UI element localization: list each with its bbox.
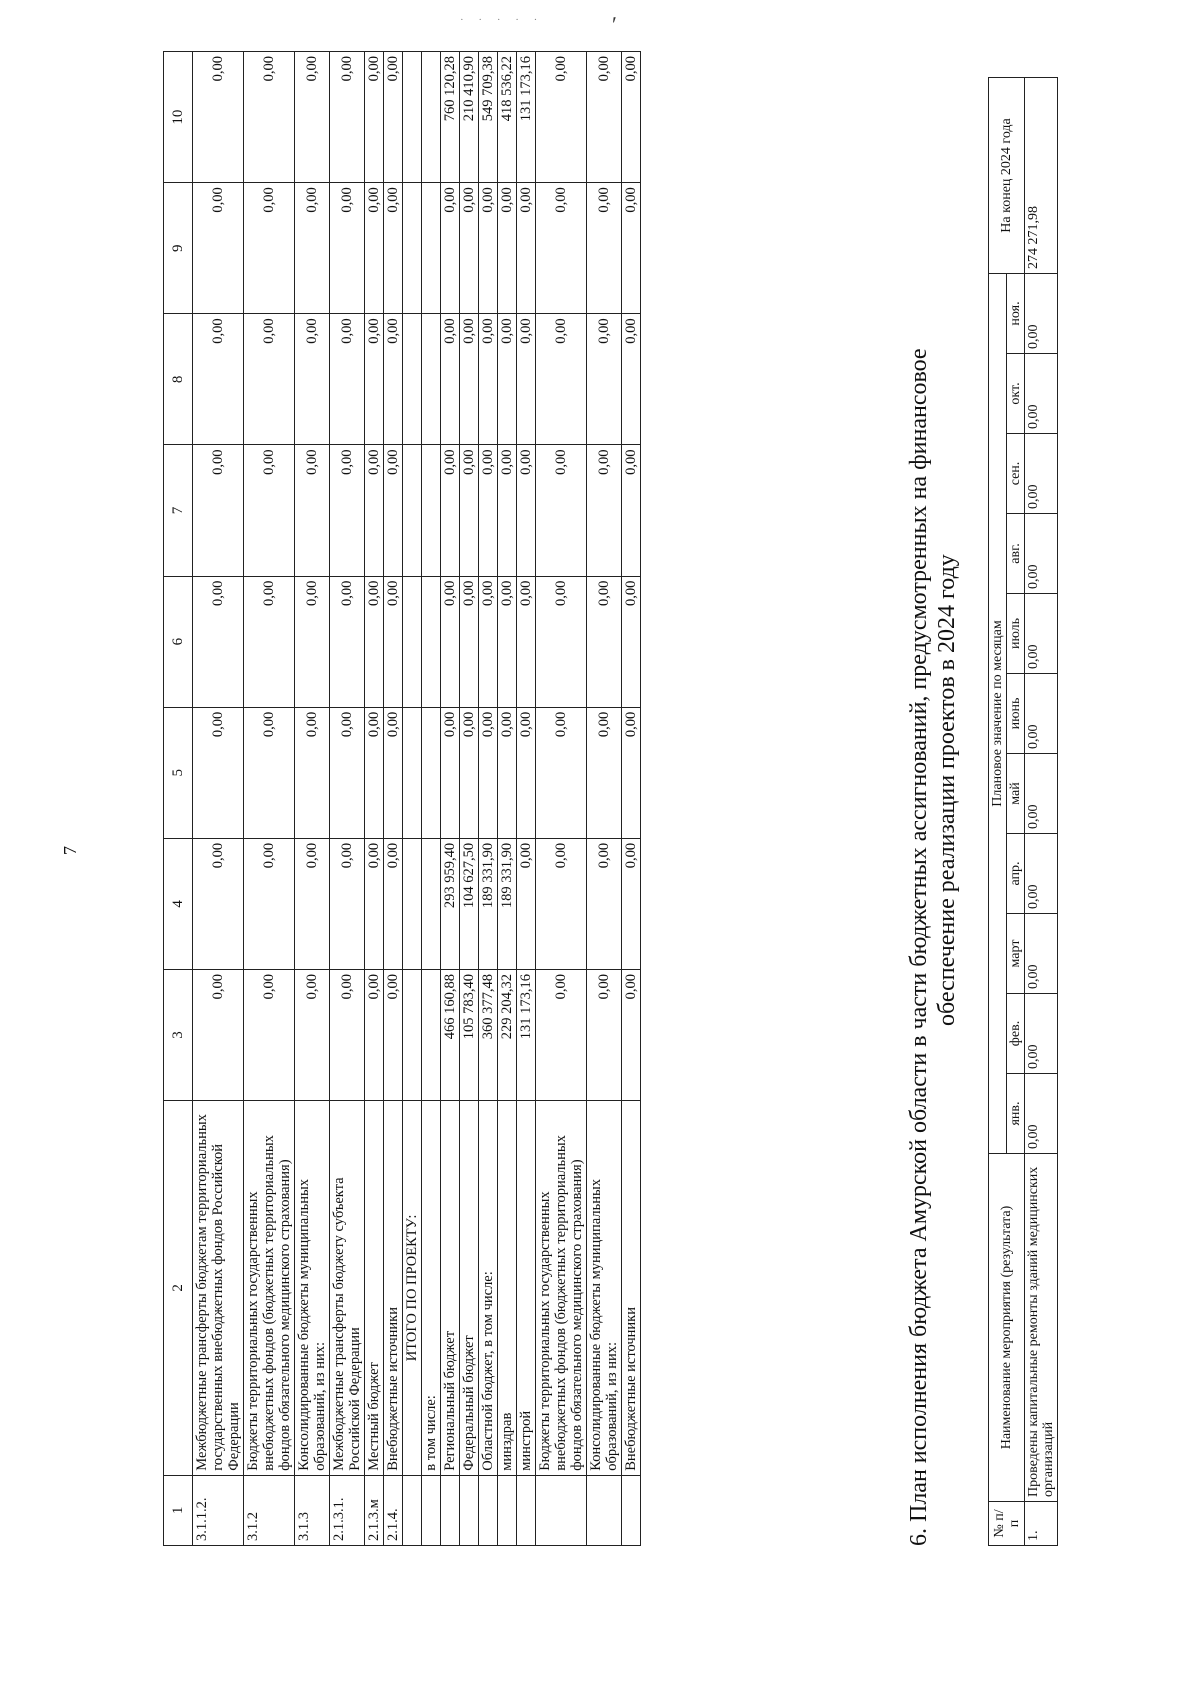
row-value: 0,00 (622, 969, 641, 1100)
row-value: 104 627,50 (460, 838, 479, 969)
row-value: 0,00 (244, 314, 295, 445)
row-value: 0,00 (479, 707, 498, 838)
row-value: 0,00 (587, 445, 622, 576)
empty-cell (403, 707, 422, 838)
row-value: 0,00 (498, 445, 517, 576)
row-value: 0,00 (441, 314, 460, 445)
empty-cell (422, 1475, 441, 1545)
table-row (330, 52, 365, 1546)
month-value: 0,00 (1025, 354, 1058, 434)
row-value: 0,00 (587, 183, 622, 314)
empty-cell (422, 52, 441, 183)
month-header: май (1007, 754, 1025, 834)
table-row (295, 52, 330, 1546)
row-name: минстрой (517, 1101, 536, 1476)
total-row (403, 52, 422, 1546)
row-value: 0,00 (330, 314, 365, 445)
row-name: Межбюджетные трансферты бюджетам территориальных государственных внебюджетных фондов Российской Федерации (193, 1101, 244, 1476)
row-name: Консолидированные бюджеты муниципальных образований, из них: (587, 1101, 622, 1476)
row-value: 0,00 (517, 183, 536, 314)
empty-cell (479, 1475, 498, 1545)
month-header: окт. (1007, 354, 1025, 434)
empty-cell (403, 969, 422, 1100)
header-name: Наименование мероприятия (результата) (989, 1154, 1025, 1502)
including-label: в том числе: (422, 1101, 441, 1476)
header-num: № п/п (989, 1502, 1025, 1546)
row-value: 760 120,28 (441, 52, 460, 183)
row-value: 0,00 (365, 838, 384, 969)
row-value: 0,00 (295, 314, 330, 445)
row-value: 0,00 (193, 52, 244, 183)
row-code: 2.1.3.1. (330, 1475, 365, 1545)
row-value: 210 410,90 (460, 52, 479, 183)
row-value: 0,00 (384, 707, 403, 838)
row-value: 0,00 (536, 707, 587, 838)
empty-cell (403, 183, 422, 314)
row-value: 0,00 (460, 707, 479, 838)
row-value: 0,00 (193, 707, 244, 838)
row-value: 0,00 (498, 576, 517, 707)
empty-cell (403, 838, 422, 969)
row-value: 0,00 (587, 52, 622, 183)
row-name: Внебюджетные источники (622, 1101, 641, 1476)
row-value: 0,00 (330, 183, 365, 314)
row-value: 0,00 (384, 183, 403, 314)
month-header: фев. (1007, 994, 1025, 1074)
total-breakdown-row (479, 52, 498, 1546)
column-number: 4 (164, 838, 193, 969)
row-value: 0,00 (441, 445, 460, 576)
row-value: 0,00 (330, 445, 365, 576)
row-value: 0,00 (587, 838, 622, 969)
row-value: 0,00 (295, 707, 330, 838)
empty-cell (587, 1475, 622, 1545)
empty-cell (422, 314, 441, 445)
row-value: 0,00 (536, 52, 587, 183)
row-value: 418 536,22 (498, 52, 517, 183)
row-value: 0,00 (517, 838, 536, 969)
table-row (384, 52, 403, 1546)
row-value: 0,00 (365, 969, 384, 1100)
column-number: 8 (164, 314, 193, 445)
row-value: 549 709,38 (479, 52, 498, 183)
row-value: 0,00 (365, 52, 384, 183)
row-value: 466 160,88 (441, 969, 460, 1100)
month-header: апр. (1007, 834, 1025, 914)
row-value: 0,00 (460, 445, 479, 576)
total-breakdown-row (498, 52, 517, 1546)
row-value: 0,00 (384, 314, 403, 445)
row-num: 1. (1025, 1502, 1058, 1546)
column-number: 7 (164, 445, 193, 576)
row-name: Межбюджетные трансферты бюджету субъекта Российской Федерации (330, 1101, 365, 1476)
row-value: 0,00 (479, 314, 498, 445)
row-value: 0,00 (460, 183, 479, 314)
empty-cell (403, 52, 422, 183)
row-value: 0,00 (244, 838, 295, 969)
month-value: 0,00 (1025, 514, 1058, 594)
row-value: 0,00 (244, 969, 295, 1100)
month-value: 0,00 (1025, 273, 1058, 353)
row-value: 0,00 (536, 838, 587, 969)
section-title (905, 51, 961, 1546)
empty-cell (460, 1475, 479, 1545)
row-value: 131 173,16 (517, 52, 536, 183)
row-value: 0,00 (587, 707, 622, 838)
row-value: 0,00 (193, 838, 244, 969)
empty-cell (422, 969, 441, 1100)
month-header: июнь (1007, 674, 1025, 754)
month-header: янв. (1007, 1074, 1025, 1154)
section-title-line2: обеспечение реализации проектов в 2024 году (934, 554, 960, 1026)
empty-cell (441, 1475, 460, 1545)
row-value: 0,00 (460, 576, 479, 707)
plan-table (988, 77, 1058, 1546)
row-value: 0,00 (193, 576, 244, 707)
row-value: 0,00 (244, 707, 295, 838)
row-value: 0,00 (193, 314, 244, 445)
section-title-line1: 6. План исполнения бюджета Амурской области в части бюджетных ассигнований, предусмотренных на финансовое (906, 348, 932, 1546)
month-header: март (1007, 914, 1025, 994)
row-value: 0,00 (536, 314, 587, 445)
column-number: 1 (164, 1475, 193, 1545)
month-value: 0,00 (1025, 594, 1058, 674)
total-breakdown-row (441, 52, 460, 1546)
row-value: 0,00 (536, 576, 587, 707)
empty-cell (422, 838, 441, 969)
table-row (193, 52, 244, 1546)
row-code: 3.1.1.2. (193, 1475, 244, 1545)
plan-header-row (989, 77, 1007, 1545)
empty-cell (403, 1475, 422, 1545)
row-value: 0,00 (479, 576, 498, 707)
row-name: Местный бюджет (365, 1101, 384, 1476)
row-value: 0,00 (384, 838, 403, 969)
row-value: 293 959,40 (441, 838, 460, 969)
scan-marks: · · · · · (460, 14, 544, 26)
row-value: 0,00 (365, 707, 384, 838)
row-value: 0,00 (295, 183, 330, 314)
row-value: 131 173,16 (517, 969, 536, 1100)
header-monthly: Плановое значение по месяцам (989, 273, 1007, 1153)
row-value: 0,00 (441, 576, 460, 707)
row-value: 0,00 (517, 707, 536, 838)
column-number: 5 (164, 707, 193, 838)
total-breakdown-row (517, 52, 536, 1546)
row-value: 0,00 (587, 576, 622, 707)
row-name: Консолидированные бюджеты муниципальных образований, из них: (295, 1101, 330, 1476)
row-value: 0,00 (622, 445, 641, 576)
including-row (422, 52, 441, 1546)
row-code: 3.1.2 (244, 1475, 295, 1545)
month-value: 0,00 (1025, 994, 1058, 1074)
month-value: 0,00 (1025, 434, 1058, 514)
row-name: Проведены капитальные ремонты зданий медицинских организаций (1025, 1154, 1058, 1502)
row-value: 0,00 (498, 707, 517, 838)
row-code: 3.1.3 (295, 1475, 330, 1545)
row-name: Областной бюджет, в том числе: (479, 1101, 498, 1476)
empty-cell (422, 707, 441, 838)
table-row (365, 52, 384, 1546)
total-breakdown-row (536, 52, 587, 1546)
total-breakdown-row (622, 52, 641, 1546)
row-value: 0,00 (365, 576, 384, 707)
row-value: 0,00 (460, 314, 479, 445)
column-number: 6 (164, 576, 193, 707)
row-code: 2.1.4. (384, 1475, 403, 1545)
empty-cell (622, 1475, 641, 1545)
row-value: 0,00 (330, 838, 365, 969)
month-header: сен. (1007, 434, 1025, 514)
header-year-end: На конец 2024 года (989, 77, 1025, 273)
row-value: 0,00 (365, 445, 384, 576)
scan-tick: ʹ (612, 12, 617, 37)
row-value: 0,00 (295, 969, 330, 1100)
row-value: 0,00 (498, 183, 517, 314)
empty-cell (498, 1475, 517, 1545)
row-name: Федеральный бюджет (460, 1101, 479, 1476)
row-value: 0,00 (244, 445, 295, 576)
month-header: авг. (1007, 514, 1025, 594)
table-row (244, 52, 295, 1546)
total-label: ИТОГО ПО ПРОЕКТУ: (403, 1101, 422, 1476)
month-value: 0,00 (1025, 834, 1058, 914)
row-value: 0,00 (479, 445, 498, 576)
row-code: 2.1.3.м (365, 1475, 384, 1545)
row-value: 360 377,48 (479, 969, 498, 1100)
year-end-value: 274 271,98 (1025, 77, 1058, 273)
month-header: ноя. (1007, 273, 1025, 353)
row-name: Региональный бюджет (441, 1101, 460, 1476)
row-value: 0,00 (295, 838, 330, 969)
month-header: июль (1007, 594, 1025, 674)
column-number: 10 (164, 52, 193, 183)
row-value: 0,00 (384, 969, 403, 1100)
row-value: 0,00 (587, 314, 622, 445)
row-value: 0,00 (517, 314, 536, 445)
row-value: 0,00 (244, 52, 295, 183)
row-value: 0,00 (193, 183, 244, 314)
row-value: 0,00 (479, 183, 498, 314)
total-breakdown-row (587, 52, 622, 1546)
plan-data-row (1025, 77, 1058, 1545)
row-value: 0,00 (295, 445, 330, 576)
month-value: 0,00 (1025, 1074, 1058, 1154)
row-value: 0,00 (622, 52, 641, 183)
row-value: 0,00 (622, 707, 641, 838)
row-value: 105 783,40 (460, 969, 479, 1100)
row-value: 0,00 (536, 183, 587, 314)
page-number: 7 (60, 846, 80, 855)
month-value: 0,00 (1025, 674, 1058, 754)
row-value: 0,00 (622, 183, 641, 314)
empty-cell (403, 314, 422, 445)
empty-cell (422, 445, 441, 576)
empty-cell (403, 576, 422, 707)
row-name: Бюджеты территориальных государственных внебюджетных фондов (бюджетных территориальных фондов обязательного медицинского страхования) (536, 1101, 587, 1476)
row-value: 0,00 (517, 576, 536, 707)
row-value: 0,00 (193, 969, 244, 1100)
row-value: 0,00 (536, 969, 587, 1100)
total-breakdown-row (460, 52, 479, 1546)
row-value: 0,00 (365, 314, 384, 445)
empty-cell (536, 1475, 587, 1545)
row-name: минздрав (498, 1101, 517, 1476)
row-value: 0,00 (330, 576, 365, 707)
row-value: 0,00 (384, 52, 403, 183)
empty-cell (403, 445, 422, 576)
row-value: 0,00 (517, 445, 536, 576)
row-value: 0,00 (622, 314, 641, 445)
row-value: 0,00 (244, 576, 295, 707)
row-value: 0,00 (498, 314, 517, 445)
row-value: 0,00 (244, 183, 295, 314)
row-value: 0,00 (441, 707, 460, 838)
month-value: 0,00 (1025, 754, 1058, 834)
row-value: 189 331,90 (479, 838, 498, 969)
empty-cell (422, 576, 441, 707)
row-value: 0,00 (441, 183, 460, 314)
row-value: 0,00 (295, 576, 330, 707)
row-value: 189 331,90 (498, 838, 517, 969)
column-number: 3 (164, 969, 193, 1100)
row-value: 0,00 (330, 52, 365, 183)
column-number: 2 (164, 1101, 193, 1476)
empty-cell (517, 1475, 536, 1545)
row-value: 0,00 (330, 707, 365, 838)
month-value: 0,00 (1025, 914, 1058, 994)
row-value: 229 204,32 (498, 969, 517, 1100)
row-value: 0,00 (384, 445, 403, 576)
budget-table (163, 51, 641, 1546)
row-name: Внебюджетные источники (384, 1101, 403, 1476)
row-value: 0,00 (536, 445, 587, 576)
row-name: Бюджеты территориальных государственных внебюджетных фондов (бюджетных территориальных фондов обязательного медицинского страхования) (244, 1101, 295, 1476)
row-value: 0,00 (622, 838, 641, 969)
column-number-row (164, 52, 193, 1546)
empty-cell (422, 183, 441, 314)
row-value: 0,00 (193, 445, 244, 576)
row-value: 0,00 (622, 576, 641, 707)
column-number: 9 (164, 183, 193, 314)
row-value: 0,00 (295, 52, 330, 183)
row-value: 0,00 (330, 969, 365, 1100)
row-value: 0,00 (587, 969, 622, 1100)
row-value: 0,00 (365, 183, 384, 314)
row-value: 0,00 (384, 576, 403, 707)
